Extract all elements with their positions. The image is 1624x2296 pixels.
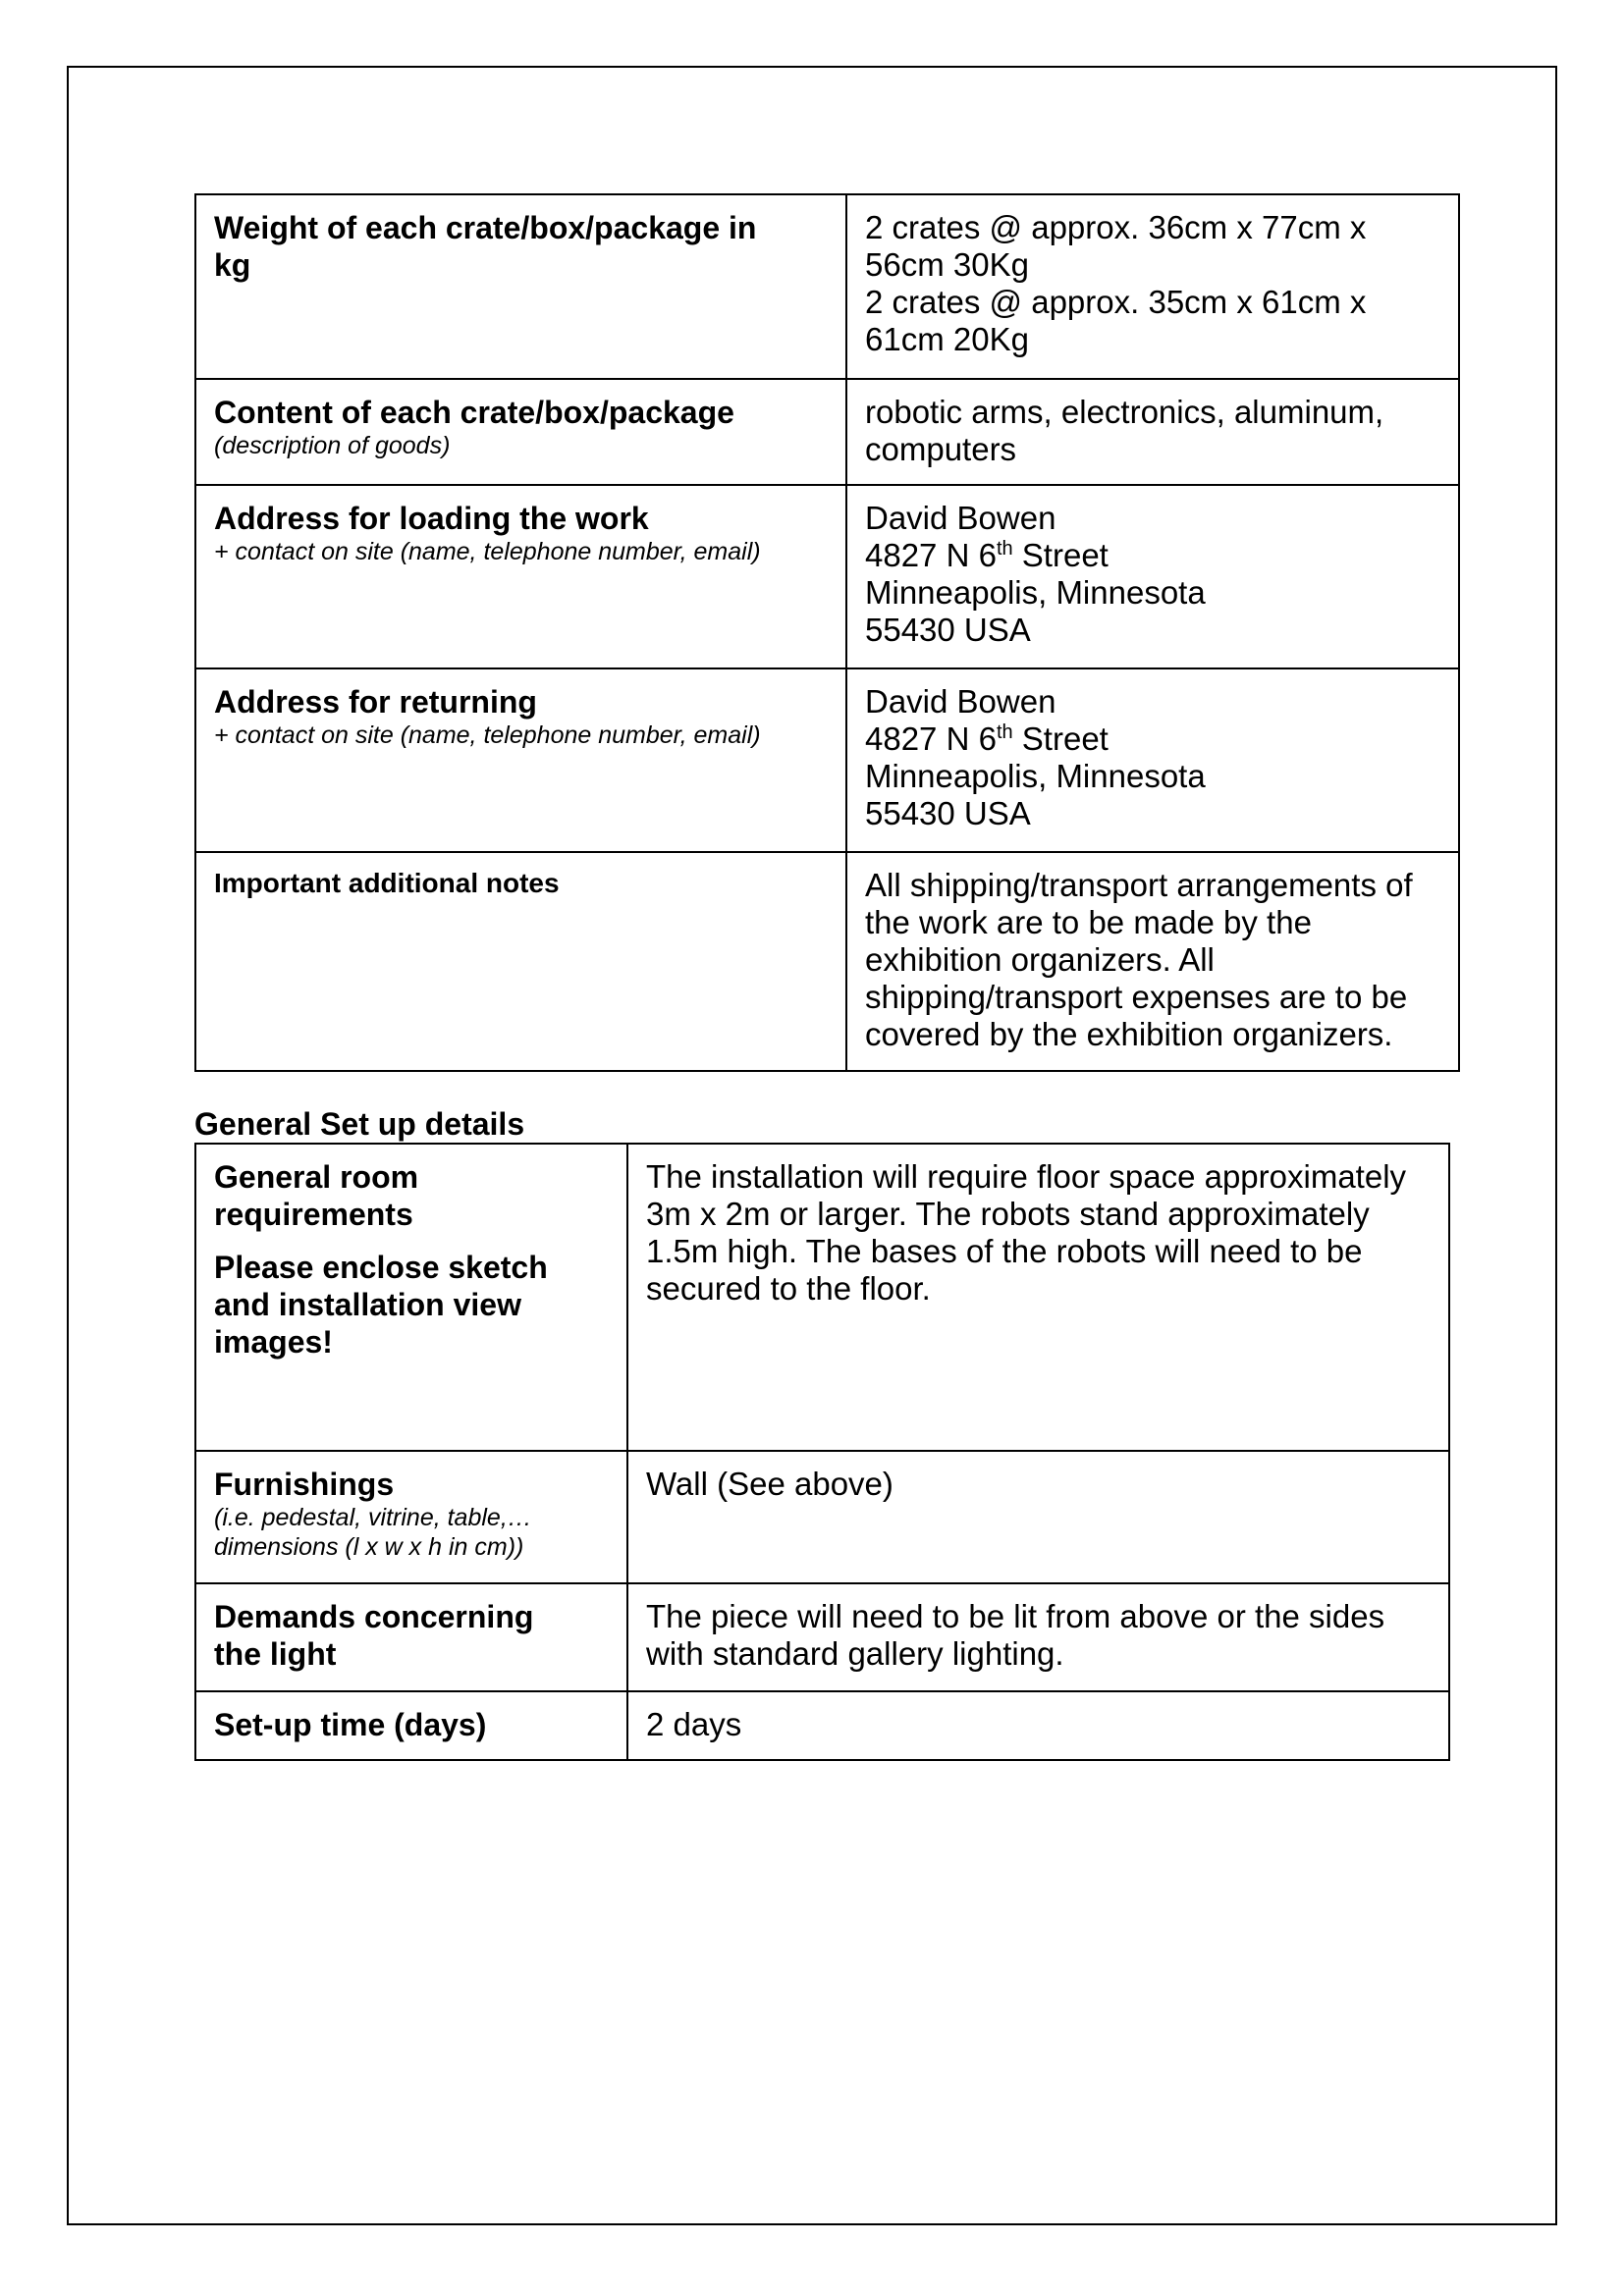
table-row <box>195 379 1459 485</box>
weight-value-line: 56cm 30Kg <box>865 246 1029 283</box>
room-requirements-value-line: 1.5m high. The bases of the robots will need to be <box>646 1233 1363 1269</box>
light-demands-label-cell <box>195 1583 627 1691</box>
sketch-request-label: images! <box>214 1324 333 1360</box>
light-demands-value-cell <box>627 1583 1449 1691</box>
notes-value-cell <box>846 852 1459 1071</box>
setup-details-table <box>194 1143 1450 1761</box>
contact-name: David Bowen <box>865 500 1056 536</box>
light-demands-value-line: The piece will need to be lit from above or the sides <box>646 1598 1385 1634</box>
notes-label-cell <box>195 852 846 1071</box>
zip-country: 55430 USA <box>865 612 1031 648</box>
weight-value-line: 2 crates @ approx. 36cm x 77cm x <box>865 209 1367 245</box>
room-requirements-value-line: secured to the floor. <box>646 1270 931 1307</box>
weight-value-cell <box>846 194 1459 379</box>
content-sublabel: (description of goods) <box>214 432 451 459</box>
furnishings-sublabel: dimensions (l x w x h in cm)) <box>214 1533 524 1561</box>
table-row <box>195 485 1459 668</box>
loading-address-label: Address for loading the work <box>214 501 649 536</box>
room-requirements-label-cell <box>195 1144 627 1451</box>
setup-time-value: 2 days <box>646 1706 742 1742</box>
light-demands-label: Demands concerning <box>214 1599 534 1634</box>
loading-address-sublabel: + contact on site (name, telephone number, email) <box>214 538 761 565</box>
table-row <box>195 668 1459 852</box>
return-address-value-cell <box>846 668 1459 852</box>
setup-time-label-cell <box>195 1691 627 1760</box>
weight-value-line: 61cm 20Kg <box>865 321 1029 357</box>
weight-value-line: 2 crates @ approx. 35cm x 61cm x <box>865 284 1367 320</box>
sketch-request-label: Please enclose sketch <box>214 1250 548 1285</box>
content-label-cell <box>195 379 846 485</box>
furnishings-value: Wall (See above) <box>646 1466 893 1502</box>
contact-name: David Bowen <box>865 683 1056 720</box>
table-row <box>195 1144 1449 1451</box>
street-address: 4827 N 6th Street <box>865 721 1109 757</box>
table-row <box>195 1583 1449 1691</box>
return-address-label-cell <box>195 668 846 852</box>
notes-value-line: exhibition organizers. All <box>865 941 1215 978</box>
furnishings-sublabel: (i.e. pedestal, vitrine, table,… <box>214 1504 532 1531</box>
notes-value-line: covered by the exhibition organizers. <box>865 1016 1393 1052</box>
notes-label: Important additional notes <box>214 868 560 898</box>
return-address-sublabel: + contact on site (name, telephone number, email) <box>214 721 761 749</box>
notes-value-line: All shipping/transport arrangements of <box>865 867 1413 903</box>
room-requirements-value-line: The installation will require floor space approximately <box>646 1158 1407 1195</box>
return-address-label: Address for returning <box>214 684 537 720</box>
setup-time-label: Set-up time (days) <box>214 1707 487 1742</box>
table-row <box>195 852 1459 1071</box>
furnishings-value-cell <box>627 1451 1449 1583</box>
sketch-request-label: and installation view <box>214 1287 521 1322</box>
notes-value-line: shipping/transport expenses are to be <box>865 979 1408 1015</box>
city: Minneapolis, Minnesota <box>865 758 1206 794</box>
furnishings-label-cell <box>195 1451 627 1583</box>
room-requirements-value-line: 3m x 2m or larger. The robots stand approximately <box>646 1196 1370 1232</box>
city: Minneapolis, Minnesota <box>865 574 1206 611</box>
content-value-line: robotic arms, electronics, aluminum, <box>865 394 1384 430</box>
light-demands-label: the light <box>214 1636 337 1672</box>
street-address: 4827 N 6th Street <box>865 537 1109 573</box>
weight-label-cell <box>195 194 846 379</box>
content-value-cell <box>846 379 1459 485</box>
room-requirements-label: General room <box>214 1159 419 1195</box>
loading-address-value-cell <box>846 485 1459 668</box>
zip-country: 55430 USA <box>865 795 1031 831</box>
room-requirements-value-cell <box>627 1144 1449 1451</box>
content-value-line: computers <box>865 431 1017 467</box>
content-label: Content of each crate/box/package <box>214 395 734 430</box>
shipping-details-table <box>194 193 1460 1072</box>
weight-label: Weight of each crate/box/package in kg <box>214 210 757 283</box>
furnishings-label: Furnishings <box>214 1467 395 1502</box>
table-row <box>195 1691 1449 1760</box>
room-requirements-label: requirements <box>214 1197 413 1232</box>
table-row <box>195 1451 1449 1583</box>
setup-time-value-cell <box>627 1691 1449 1760</box>
table-row <box>195 194 1459 379</box>
notes-value-line: the work are to be made by the <box>865 904 1312 940</box>
loading-address-label-cell <box>195 485 846 668</box>
section-heading: General Set up details <box>194 1106 525 1142</box>
light-demands-value-line: with standard gallery lighting. <box>646 1635 1064 1672</box>
